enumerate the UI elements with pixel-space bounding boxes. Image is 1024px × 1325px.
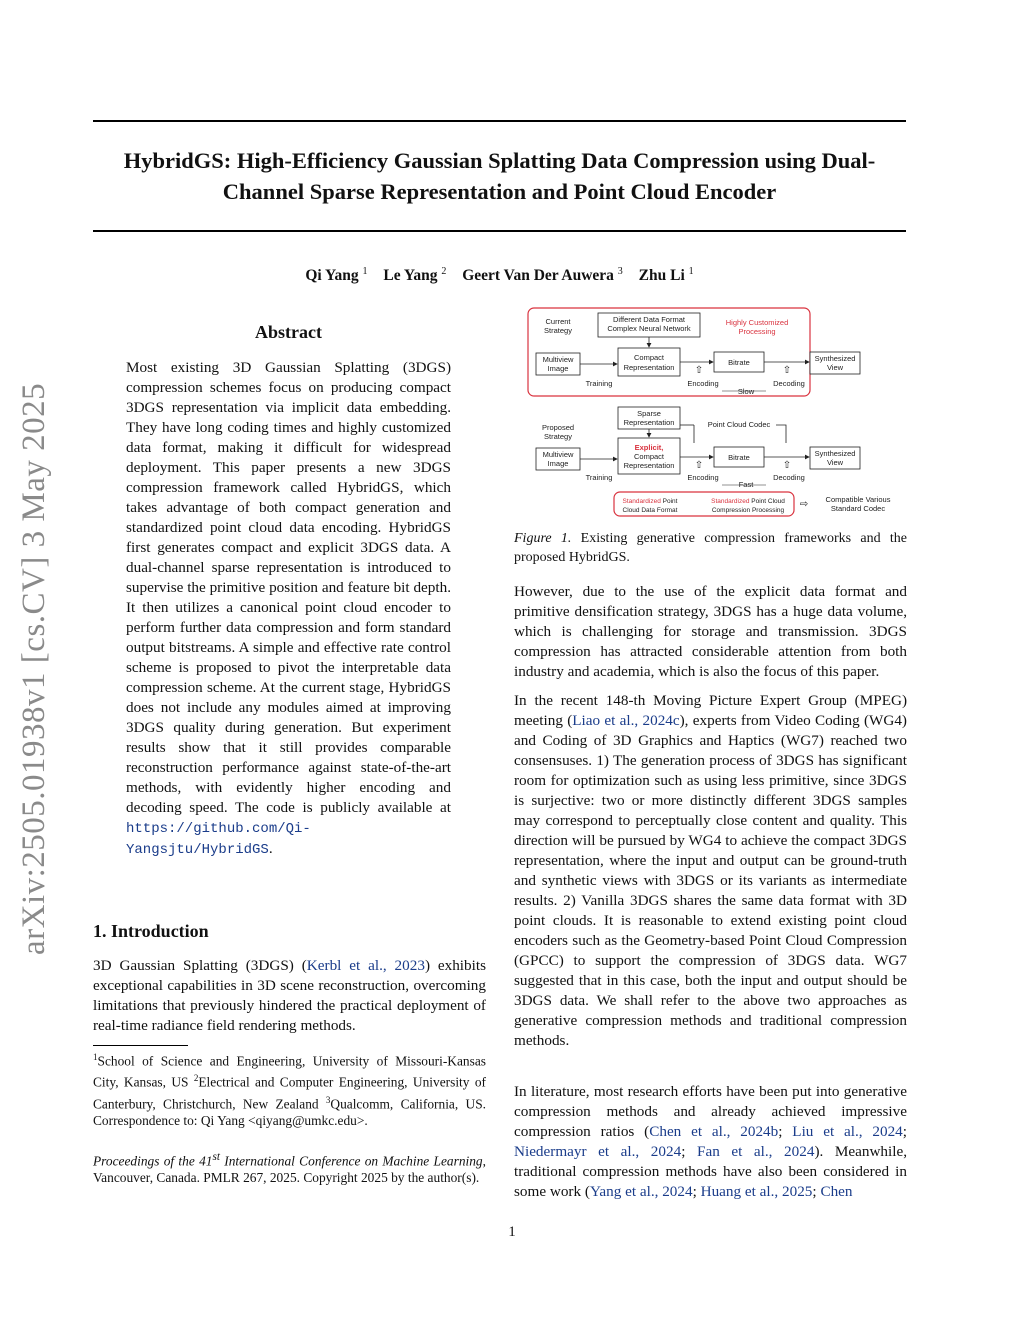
- svg-text:Decoding: Decoding: [773, 473, 805, 482]
- svg-text:Sparse: Sparse: [637, 409, 661, 418]
- proposed-strategy-label: Proposed: [541, 423, 575, 432]
- svg-text:Training: Training: [585, 379, 613, 388]
- page-number: 1: [508, 1224, 516, 1240]
- citation-link[interactable]: Chen: [820, 1183, 853, 1200]
- figure-1-caption: Figure 1. Existing generative compression frameworks and the proposed HybridGS.: [514, 531, 907, 565]
- svg-text:Training: Training: [585, 473, 613, 482]
- figure-1-diagram: [514, 305, 907, 520]
- right-paragraph-1: However, due to the use of the explicit data format and primitive densification strategy, 3DGS has a huge data volume, which is challenging for storage and transmission. 3DGS compression has attracted considerable attention from both industry and academia, which is also the focus of this paper.: [514, 583, 907, 680]
- svg-text:Standard Codec: Standard Codec: [830, 504, 886, 513]
- svg-text:⇧: ⇧: [694, 460, 704, 471]
- svg-text:View: View: [826, 363, 844, 372]
- svg-text:Standardized Point: Standardized Point: [622, 498, 678, 505]
- svg-text:Synthesized: Synthesized: [814, 354, 856, 363]
- code-link[interactable]: https://github.com/Qi-Yangsjtu/HybridGS: [126, 821, 311, 858]
- author: Le Yang $^2$: [383, 266, 447, 285]
- svg-text:Compact: Compact: [633, 353, 665, 362]
- svg-text:Representation: Representation: [623, 418, 675, 427]
- svg-text:Fast: Fast: [738, 480, 754, 489]
- svg-text:Processing: Processing: [738, 327, 776, 336]
- svg-text:Multiview: Multiview: [542, 450, 574, 459]
- svg-text:Multiview: Multiview: [542, 355, 574, 364]
- citation-link[interactable]: Kerbl et al., 2023: [306, 957, 425, 974]
- svg-text:Standardized Point Cloud: Standardized Point Cloud: [711, 498, 785, 505]
- section-heading-introduction: 1. Introduction: [93, 921, 209, 941]
- abstract-body: Most existing 3D Gaussian Splatting (3DGS) compression schemes focus on producing compact 3DGS representation via implicit data embedding. They have long coding times and highly customized data format, making it difficult for widespread deployment. This paper presents a new 3DGS compression framework called HybridGS, which takes advantage of both compact generation and standardized point cloud data encoding. HybridGS first generates compact and explicit 3DGS data. A dual-channel sparse representation is introduced to supervise the primitive position and feature bit depth. It then utilizes a canonical point cloud encoder to perform further data compression and form standard output bitstreams. A simple and effective rate control scheme is proposed to pivot the interpretable data compression scheme. At the current stage, HybridGS does not include any modules aimed at improving 3DGS quality during generation. But experiment results show that it still provides comparable reconstruction performance against state-of-the-art methods, with evidently higher encoding and decoding speed. The code is publicly available at https://github.com/Qi-Yangsjtu/HybridGS.: [126, 359, 451, 858]
- arxiv-identifier: arXiv:2505.01938v1 [cs.CV] 3 May 2025: [16, 382, 52, 955]
- citation-link[interactable]: Liu et al., 2024: [792, 1123, 903, 1140]
- title-bottom-rule: [93, 230, 906, 232]
- svg-text:⇧: ⇧: [694, 365, 704, 376]
- svg-text:Compact: Compact: [633, 452, 665, 461]
- citation-link[interactable]: Chen et al., 2024b: [649, 1123, 779, 1140]
- svg-text:⇨: ⇨: [799, 499, 809, 510]
- footnote-rule: [93, 1045, 188, 1046]
- svg-text:Representation: Representation: [623, 461, 675, 470]
- abstract-heading: Abstract: [255, 322, 322, 342]
- svg-text:Point Cloud Codec: Point Cloud Codec: [707, 420, 771, 429]
- svg-text:Compatible Various: Compatible Various: [825, 495, 891, 504]
- intro-paragraph: 3D Gaussian Splatting (3DGS) (Kerbl et al., 2023) exhibits exceptional capabilities in 3D scene reconstruction, overcoming limitations that previously hindered the practical deployment of real-time radiance field rendering methods.: [93, 957, 486, 1034]
- svg-text:Image: Image: [547, 459, 569, 468]
- current-strategy-label: Current: [545, 317, 571, 326]
- affiliation-footnote: $^1$School of Science and Engineering, University of Missouri-Kansas City, Kansas, US $^2$Electrical and Computer Engineering, University of Canterbury, Christchurch, New Zealand $^3$Qualcomm, California, US. Correspondence to: Qi Yang <qiyang@umkc.edu>.: [93, 1052, 486, 1128]
- citation-link[interactable]: Yang et al., 2024: [589, 1183, 693, 1200]
- svg-text:Highly Customized: Highly Customized: [725, 318, 789, 327]
- svg-text:Explicit,: Explicit,: [634, 443, 664, 452]
- svg-text:Decoding: Decoding: [773, 379, 805, 388]
- title-top-rule: [93, 120, 906, 122]
- paper-title: HybridGS: High-Efficiency Gaussian Splatting Data Compression using Dual-Channel Sparse Representation and Point Cloud Encoder: [123, 148, 876, 204]
- citation-link[interactable]: Fan et al., 2024: [697, 1143, 815, 1160]
- svg-text:Bitrate: Bitrate: [728, 358, 750, 367]
- citation-link[interactable]: Huang et al., 2025: [700, 1183, 813, 1200]
- svg-text:Image: Image: [547, 364, 569, 373]
- svg-text:Representation: Representation: [623, 363, 675, 372]
- svg-text:Slow: Slow: [737, 387, 755, 396]
- citation-link[interactable]: Liao et al., 2024c: [572, 712, 680, 729]
- svg-text:View: View: [826, 458, 844, 467]
- svg-text:⇧: ⇧: [782, 460, 792, 471]
- svg-text:⇧: ⇧: [782, 365, 792, 376]
- right-paragraph-2: In the recent 148-th Moving Picture Expert Group (MPEG) meeting (Liao et al., 2024c), experts from Video Coding (WG4) and Coding of 3D Graphics and Haptics (WG7) reached two consensuses. 1) The generation process of 3DGS has significant room for optimization such as using less primitive, since 3DGS is surjective: two or more distinctly different 3DGS samples may correspond to perceptually close content and quality. This direction will be pursued by WG4 to achieve the compact 3DGS representation, where the input and output can be ground-truth and synthetic views with 3DGS or its variants as intermediate results. 2) Vanilla 3DGS shares the same data format with 3D point clouds. It is reasonable to extend existing point cloud encoders such as the Geometry-based Point Cloud Compression (GPCC) to support the compression of 3DGS data. WG7 suggested that in this case, both the input and output should be 3DGS data. We shall refer to the above two approaches as generative compression methods and traditional compression methods.: [514, 692, 907, 1049]
- svg-text:Encoding: Encoding: [687, 473, 719, 482]
- svg-text:Strategy: Strategy: [544, 326, 572, 335]
- svg-text:Strategy: Strategy: [544, 432, 572, 441]
- author: Geert Van Der Auwera $^3$: [462, 266, 623, 285]
- proceedings-note: Proceedings of the 41st International Conference on Machine Learning, Vancouver, Canada. PMLR 267, 2025. Copyright 2025 by the author(s).: [93, 1151, 486, 1186]
- author: Zhu Li $^1$: [638, 266, 694, 285]
- svg-text:Synthesized: Synthesized: [814, 449, 856, 458]
- author: Qi Yang $^1$: [305, 266, 368, 285]
- svg-text:Complex Neural Network: Complex Neural Network: [607, 324, 691, 333]
- svg-text:Compression Processing: Compression Processing: [711, 507, 785, 514]
- svg-text:Different Data Format: Different Data Format: [613, 315, 685, 324]
- svg-text:Encoding: Encoding: [687, 379, 719, 388]
- right-paragraph-3: In literature, most research efforts have been put into generative compression methods and already achieved impressive compression ratios (Chen et al., 2024b; Liu et al., 2024; Niedermayr et al., 2024; Fan et al., 2024). Meanwhile, traditional compression methods have also been considered in some work (Yang et al., 2024; Huang et al., 2025; Chen: [514, 1083, 907, 1200]
- author-list: [93, 266, 906, 285]
- svg-text:Cloud Data Format: Cloud Data Format: [622, 507, 678, 514]
- citation-link[interactable]: Niedermayr et al., 2024: [514, 1143, 682, 1160]
- svg-text:Bitrate: Bitrate: [728, 453, 750, 462]
